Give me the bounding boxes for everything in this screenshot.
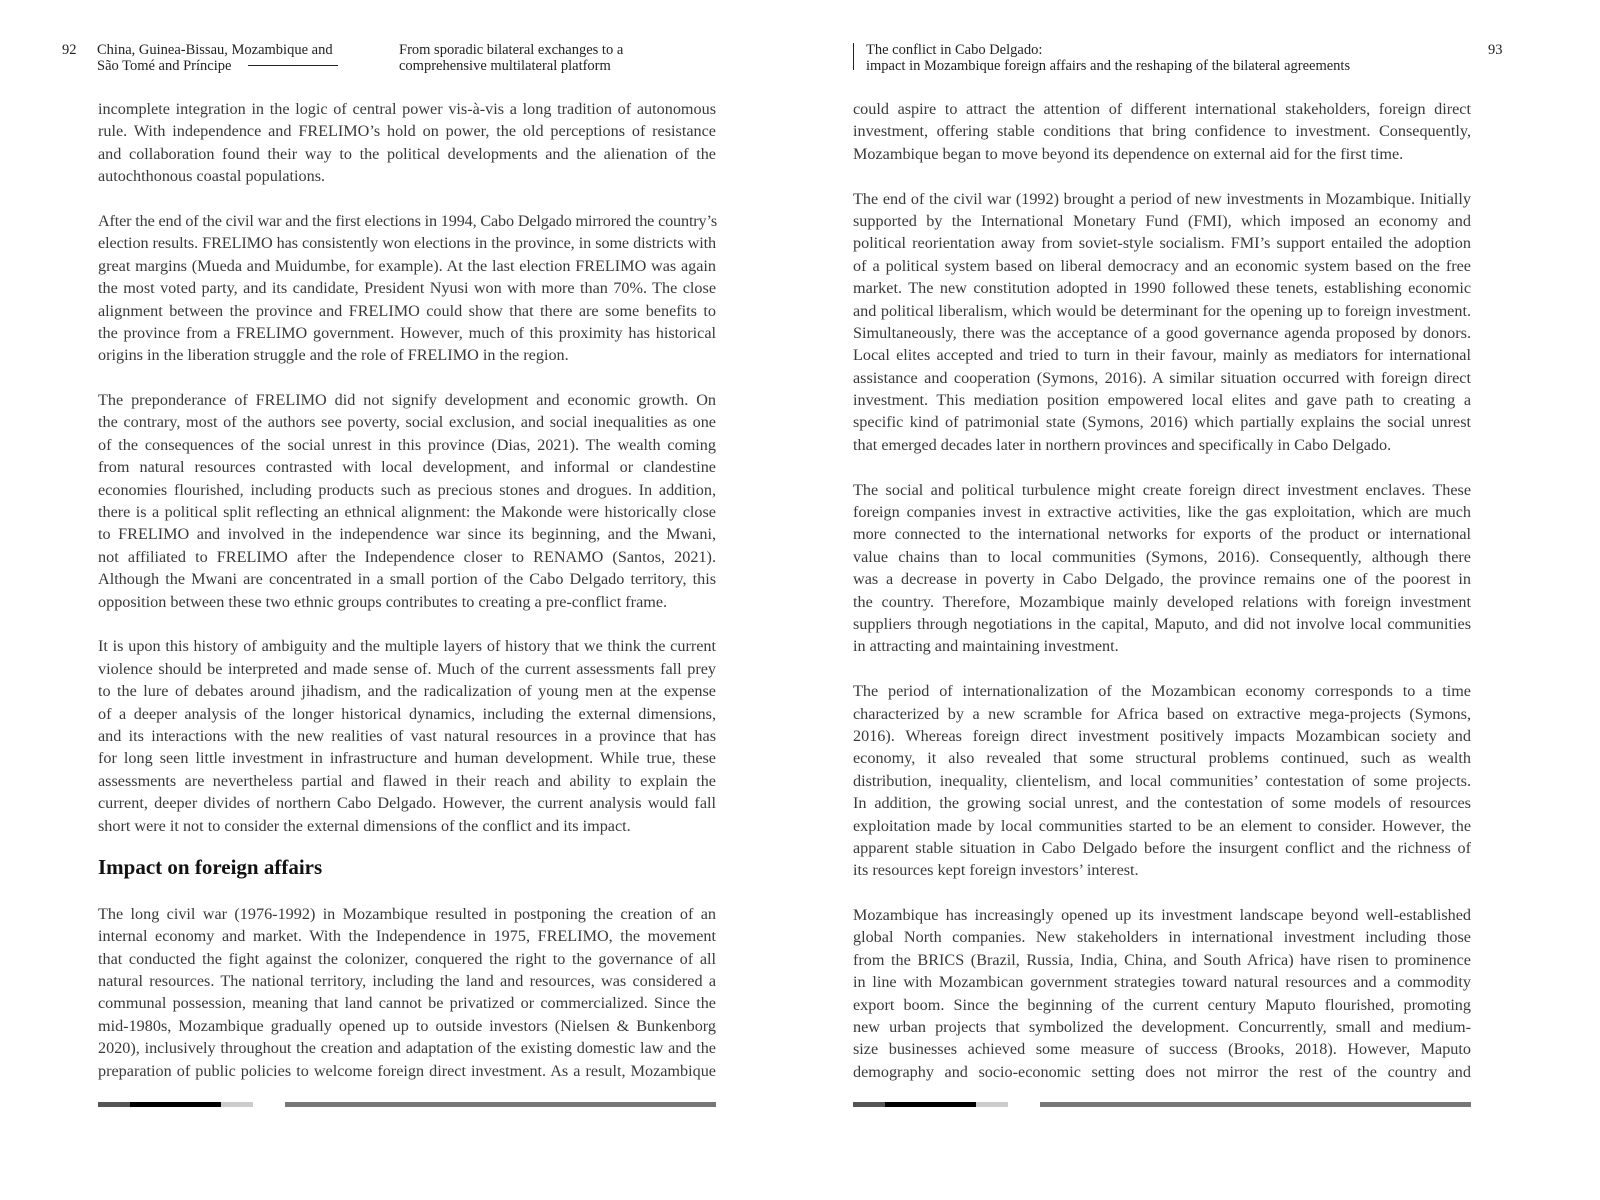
text-line: exploitation made by local communities started to be an element to consider. However, the	[853, 816, 1471, 835]
text-line: characterized by a new scramble for Africa based on extractive mega-projects (Symons,	[853, 704, 1471, 723]
paragraph	[853, 188, 1471, 457]
text-line: new urban projects that symbolized the development. Concurrently, small and medium-	[853, 1018, 1471, 1037]
footer-bar-segment	[885, 1102, 976, 1107]
paragraph	[98, 635, 716, 837]
text-line: origins in the liberation struggle and the role of FRELIMO in the region.	[98, 346, 569, 365]
section-heading: Impact on foreign affairs	[98, 854, 323, 879]
text-line: autochthonous coastal populations.	[98, 167, 326, 186]
text-line: current, deeper divides of northern Cabo Delgado. However, the current analysis would fall	[98, 794, 716, 813]
text-line: the country. Therefore, Mozambique mainly developed relations with foreign investment	[853, 592, 1471, 611]
text-line: export boom. Since the beginning of the current century Maputo flourished, promoting	[853, 995, 1471, 1014]
footer-bar-segment	[221, 1102, 253, 1107]
footer-bar-segment	[98, 1102, 130, 1107]
text-line: to FRELIMO and involved in the independence war since its beginning, and the Mwani,	[98, 525, 716, 544]
text-line: for long seen little investment in infrastructure and human development. While true, these	[98, 749, 716, 768]
text-line: in attracting and maintaining investment.	[853, 637, 1119, 656]
text-line: Although the Mwani are concentrated in a small portion of the Cabo Delgado territory, this	[98, 570, 716, 589]
paragraph-gap	[98, 188, 716, 210]
text-line: there is a political split reflecting an ethnical alignment: the Makonde were historically close	[98, 503, 716, 522]
text-line: of a political system based on liberal democracy and an economic system based on the free	[853, 256, 1471, 275]
text-line: In addition, the growing social unrest, and the contestation of some models of resources	[853, 794, 1471, 813]
paragraph	[98, 389, 716, 613]
running-head-book-line: China, Guinea-Bissau, Mozambique and	[97, 42, 333, 58]
text-line: The preponderance of FRELIMO did not signify development and economic growth. On	[98, 391, 716, 410]
text-line: not affiliated to FRELIMO after the Independence closer to RENAMO (Santos, 2021).	[98, 547, 716, 566]
text-line: The period of internationalization of the Mozambican economy corresponds to a time	[853, 682, 1471, 701]
text-line: rule. With independence and FRELIMO’s hold on power, the old perceptions of resistance	[98, 122, 716, 141]
paragraph	[853, 479, 1471, 658]
text-line: alignment between the province and FRELIMO could show that there are some benefits to	[98, 301, 716, 320]
text-line: could aspire to attract the attention of different international stakeholders, foreign direct	[853, 100, 1471, 118]
running-head-part-line: comprehensive multilateral platform	[399, 58, 611, 74]
footer-bar-segment	[976, 1102, 1008, 1107]
text-line: investment, offering stable conditions that bring confidence to investment. Consequently,	[853, 122, 1471, 141]
text-line: suppliers through negotiations in the capital, Maputo, and did not involve local communities	[853, 614, 1471, 633]
text-line: from the BRICS (Brazil, Russia, India, China, and South Africa) have risen to prominence	[853, 950, 1471, 969]
running-head-book-line: São Tomé and Príncipe	[97, 58, 232, 74]
text-line: its resources kept foreign investors’ interest.	[853, 861, 1139, 880]
page-number-left: 92	[62, 42, 77, 58]
paragraph	[98, 98, 716, 188]
text-line: opposition between these two ethnic groups contributes to creating a pre-conflict frame.	[98, 592, 668, 611]
right-page-body	[853, 98, 1471, 1083]
paragraph-gap	[98, 893, 716, 903]
text-line: natural resources. The national territory, including the land and resources, was considered a	[98, 972, 716, 991]
footer-bar-segment	[853, 1102, 885, 1107]
text-line: more connected to the international networks for exports of the product or international	[853, 525, 1471, 544]
text-line: was a decrease in poverty in Cabo Delgado, the province remains one of the poorest in	[853, 570, 1471, 589]
paragraph-gap	[98, 367, 716, 389]
footer-bar-long	[285, 1102, 716, 1107]
paragraph	[853, 680, 1471, 882]
text-line: supported by the International Monetary Fund (FMI), which imposed an economy and	[853, 211, 1471, 230]
text-line: Mozambique has increasingly opened up its investment landscape beyond well-established	[853, 906, 1471, 925]
text-line: great margins (Mueda and Muidumbe, for example). At the last election FRELIMO was again	[98, 256, 716, 275]
text-line: distribution, inequality, clientelism, and local communities’ contestation of some projects.	[853, 771, 1471, 790]
running-head-chapter-line: The conflict in Cabo Delgado:	[866, 42, 1043, 58]
paragraph-gap	[98, 837, 716, 849]
text-line: short were it not to consider the external dimensions of the conflict and its impact.	[98, 816, 631, 835]
text-line: Local elites accepted and tried to turn in their favour, mainly as mediators for international	[853, 346, 1471, 365]
text-line: specific kind of patrimonial state (Symons, 2016) which partially explains the social unrest	[853, 413, 1471, 432]
text-line: demography and socio-economic setting does not mirror the rest of the country and	[853, 1062, 1471, 1081]
text-line: 2016). Whereas foreign direct investment positively impacts Mozambican society and	[853, 726, 1471, 745]
text-line: investment. This mediation position empowered local elites and gave path to creating a	[853, 391, 1471, 410]
text-line: that conducted the fight against the colonizer, conquered the right to the governance of all	[98, 949, 716, 968]
running-head-divider	[853, 43, 854, 70]
paragraph-gap	[853, 456, 1471, 478]
text-line: political reorientation away from soviet-style socialism. FMI’s support entailed the adoption	[853, 234, 1471, 253]
text-line: global North companies. New stakeholders in international investment including those	[853, 928, 1471, 947]
text-line: preparation of public policies to welcome foreign direct investment. As a result, Mozambique	[98, 1061, 716, 1080]
running-head-chapter-title	[866, 42, 1350, 74]
text-line: communal possession, meaning that land cannot be privatized or commercialized. Since the	[98, 994, 716, 1013]
text-line: and its interactions with the new realities of vast natural resources in a province that has	[98, 726, 716, 745]
text-line: and collaboration found their way to the political developments and the alienation of the	[98, 144, 716, 163]
text-line: of a deeper analysis of the longer historical dynamics, including the external dimensions,	[98, 704, 716, 723]
text-line: foreign companies invest in extractive activities, like the gas exploitation, which are much	[853, 503, 1471, 522]
text-line: assistance and cooperation (Symons, 2016). A similar situation occurred with foreign direct	[853, 368, 1471, 387]
paragraph-gap	[853, 658, 1471, 680]
text-line: value chains than to local communities (Symons, 2016). Consequently, although there	[853, 547, 1471, 566]
text-line: that emerged decades later in northern provinces and specifically in Cabo Delgado.	[853, 435, 1392, 454]
text-line: the most voted party, and its candidate, President Nyusi won with more than 70%. The close	[98, 279, 716, 298]
text-line: internal economy and market. With the Independence in 1975, FRELIMO, the movement	[98, 927, 716, 946]
running-head-part-title	[399, 42, 623, 74]
section-body	[98, 903, 716, 1082]
text-line: The long civil war (1976-1992) in Mozambique resulted in postponing the creation of an	[98, 904, 716, 923]
text-line: mid-1980s, Mozambique gradually opened up to outside investors (Nielsen & Bunkenborg	[98, 1016, 716, 1035]
text-line: market. The new constitution adopted in 1990 followed these tenets, establishing economic	[853, 279, 1471, 298]
paragraph-gap	[98, 613, 716, 635]
text-line: The social and political turbulence might create foreign direct investment enclaves. These	[853, 480, 1471, 499]
text-line: to the lure of debates around jihadism, and the radicalization of young men at the expense	[98, 682, 716, 701]
text-line: assessments are nevertheless partial and flawed in their reach and ability to explain the	[98, 771, 716, 790]
left-page-body	[98, 98, 716, 1082]
text-line: election results. FRELIMO has consistently won elections in the province, in some districts with	[98, 234, 716, 253]
paragraph	[853, 98, 1471, 165]
text-line: It is upon this history of ambiguity and the multiple layers of history that we think the current	[98, 637, 716, 656]
running-head-chapter-line: impact in Mozambique foreign affairs and the reshaping of the bilateral agreements	[866, 58, 1351, 74]
text-line: economies flourished, including products such as precious stones and drogues. In addition,	[98, 480, 716, 499]
running-head-book-title	[97, 42, 333, 74]
running-head-part-line: From sporadic bilateral exchanges to a	[399, 42, 624, 58]
text-line: in line with Mozambican government strategies toward natural resources and a commodity	[853, 973, 1471, 992]
text-line: 2020), inclusively throughout the creation and adaptation of the existing domestic law and the	[98, 1039, 716, 1058]
text-line: violence should be interpreted and made sense of. Much of the current assessments fall prey	[98, 659, 716, 678]
text-line: Mozambique began to move beyond its dependence on external aid for the first time.	[853, 144, 1404, 163]
text-line: size businesses achieved some measure of success (Brooks, 2018). However, Maputo	[853, 1040, 1471, 1059]
text-line: After the end of the civil war and the first elections in 1994, Cabo Delgado mirrored the country’s	[98, 211, 717, 230]
paragraph-gap	[853, 165, 1471, 187]
text-line: The end of the civil war (1992) brought a period of new investments in Mozambique. Initially	[853, 189, 1471, 208]
text-line: from natural resources contrasted with local development, and informal or clandestine	[98, 458, 716, 477]
text-line: of the consequences of the social unrest in this province (Dias, 2021). The wealth coming	[98, 435, 716, 454]
text-line: economy, it also revealed that some structural problems continued, such as wealth	[853, 749, 1471, 768]
running-head-rule	[248, 65, 338, 66]
paragraph	[98, 210, 716, 367]
text-line: the province from a FRELIMO government. However, much of this proximity has historical	[98, 323, 716, 342]
footer-bar-segment	[130, 1102, 221, 1107]
text-line: incomplete integration in the logic of central power vis-à-vis a long tradition of autonomous	[98, 100, 716, 118]
page-number-right: 93	[1488, 42, 1503, 58]
paragraph	[853, 904, 1471, 1083]
text-line: Simultaneously, there was the acceptance of a good governance agenda proposed by donors.	[853, 323, 1471, 342]
paragraph-gap	[853, 882, 1471, 904]
footer-bar-long	[1040, 1102, 1471, 1107]
text-line: apparent stable situation in Cabo Delgado before the insurgent conflict and the richness of	[853, 838, 1471, 857]
paragraph	[98, 903, 716, 1082]
text-line: the contrary, most of the authors see poverty, social exclusion, and social inequalities as one	[98, 413, 716, 432]
text-line: and political liberalism, which would be determinant for the opening up to foreign investment.	[853, 301, 1471, 320]
